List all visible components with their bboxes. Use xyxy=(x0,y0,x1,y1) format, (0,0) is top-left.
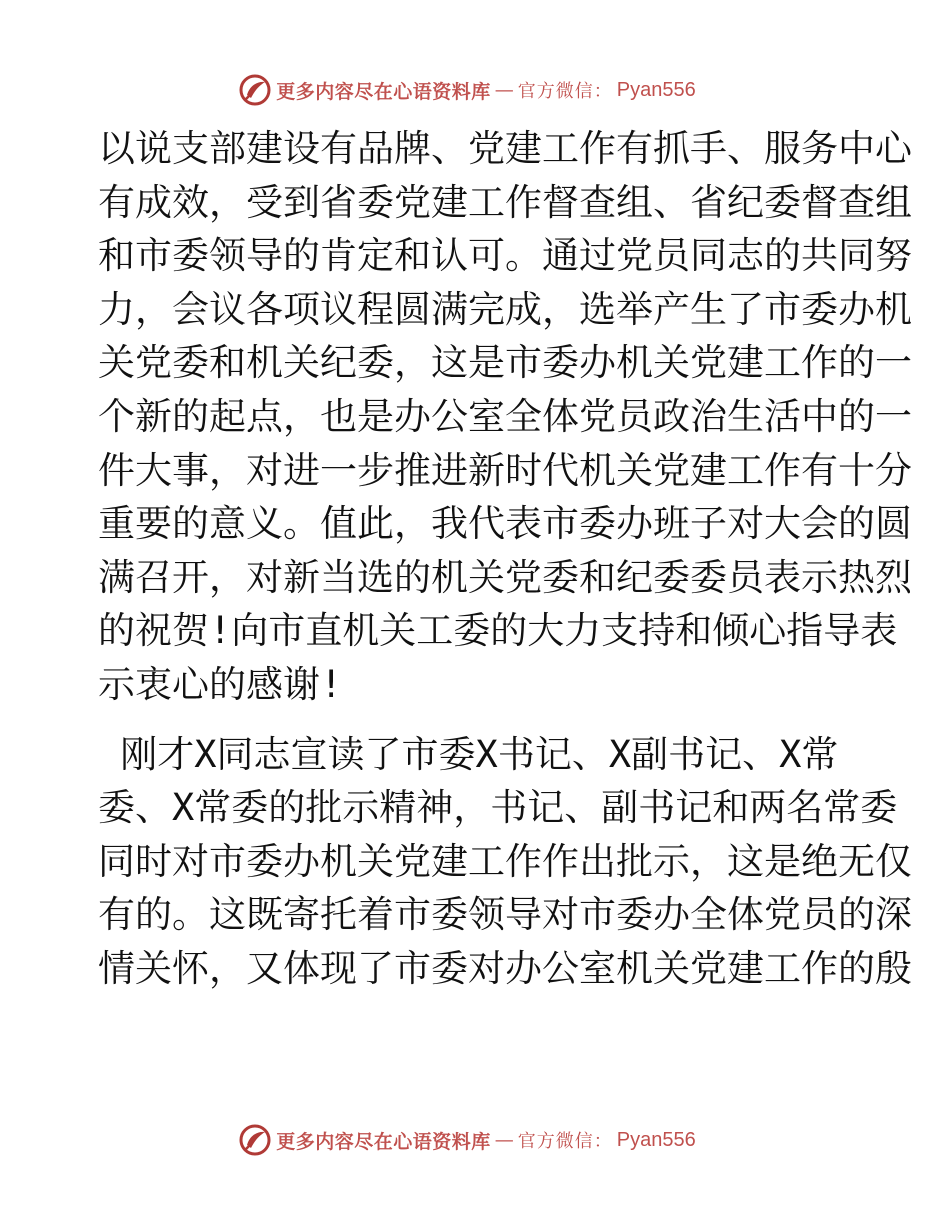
text-line: 力，会议各项议程圆满完成，选举产生了市委办机 xyxy=(98,287,912,331)
footer-banner xyxy=(0,1120,950,1160)
text-line: 件大事，对进一步推进新时代机关党建工作有十分 xyxy=(98,448,912,492)
header-wechat-label: 官方微信： xyxy=(517,81,613,102)
footer-brand-text: 更多内容尽在心语资料库 xyxy=(276,1130,491,1153)
footer-separator: — xyxy=(494,1129,514,1151)
text-line: 重要的意义。值此，我代表市委办班子对大会的圆 xyxy=(98,502,912,546)
footer-banner-inner xyxy=(238,1123,695,1157)
text-line: 个新的起点，也是办公室全体党员政治生活中的一 xyxy=(98,394,912,438)
text-line: 同时对市委办机关党建工作作出批示，这是绝无仅 xyxy=(98,839,912,883)
header-banner xyxy=(0,70,950,110)
document-body xyxy=(98,122,912,996)
text-line: 情关怀，又体现了市委对办公室机关党建工作的殷 xyxy=(98,946,912,990)
text-line: 的祝贺!向市直机关工委的大力支持和倾心指导表 xyxy=(98,609,898,653)
paragraph-spacer xyxy=(98,712,858,728)
header-brand-text: 更多内容尽在心语资料库 xyxy=(276,80,491,103)
text-line: 满召开，对新当选的机关党委和纪委委员表示热烈 xyxy=(98,555,912,599)
header-wechat-id: Pyan556 xyxy=(616,78,696,101)
text-line: 以说支部建设有品牌、党建工作有抓手、服务中心 xyxy=(98,127,912,170)
text-line: 示衷心的感谢! xyxy=(98,662,343,706)
header-banner-inner xyxy=(238,73,695,107)
text-line: 委、X常委的批示精神，书记、副书记和两名常委 xyxy=(98,786,898,830)
brand-logo-icon xyxy=(238,73,272,107)
text-line: 有的。这既寄托着市委领导对市委办全体党员的深 xyxy=(98,893,912,937)
paragraph-2 xyxy=(98,728,912,996)
footer-wechat-id: Pyan556 xyxy=(616,1128,696,1151)
brand-logo-icon xyxy=(238,1123,272,1157)
text-line: 有成效，受到省委党建工作督查组、省纪委督查组 xyxy=(98,180,912,224)
paragraph-1 xyxy=(98,122,912,712)
text-line: 刚才X同志宣读了市委X书记、X副书记、X常 xyxy=(98,732,839,776)
footer-wechat-label: 官方微信： xyxy=(517,1131,613,1152)
text-line: 关党委和机关纪委，这是市委办机关党建工作的一 xyxy=(98,341,912,385)
text-line: 和市委领导的肯定和认可。通过党员同志的共同努 xyxy=(98,234,912,278)
header-separator: — xyxy=(494,79,514,101)
